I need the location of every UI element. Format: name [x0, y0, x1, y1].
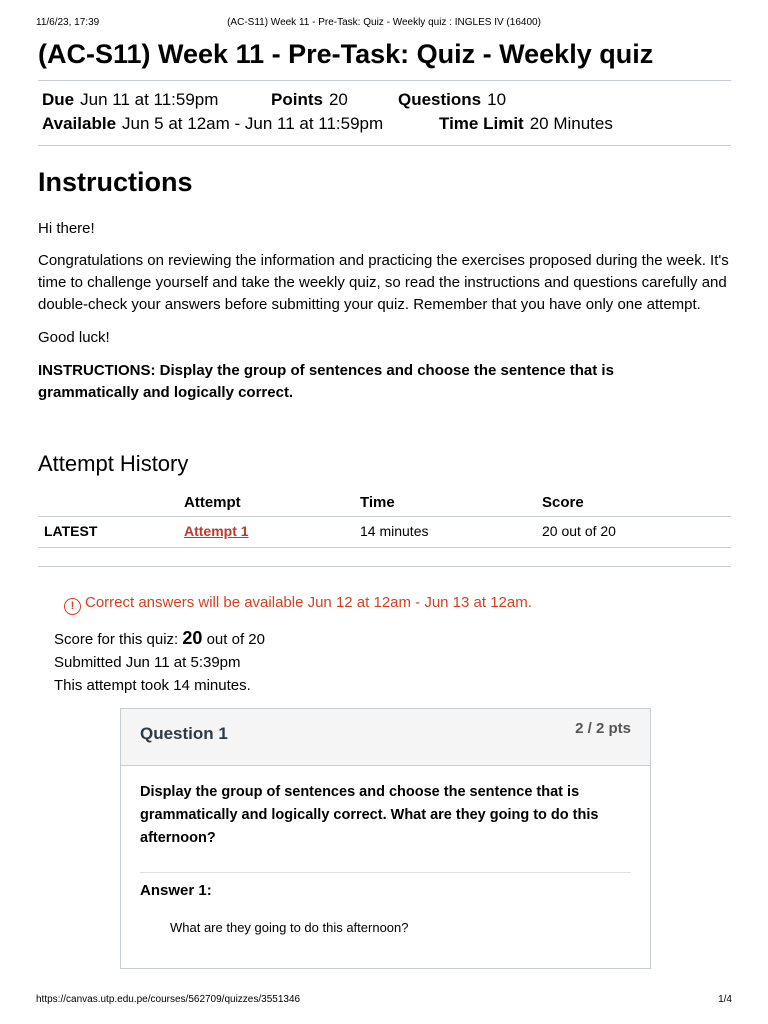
- points-value: 20: [328, 90, 348, 109]
- meta-divider: [38, 145, 731, 146]
- print-url: https://canvas.utp.edu.pe/courses/562709/quizzes/3551346: [36, 994, 301, 1005]
- questions-meta: [398, 89, 506, 111]
- question-points: 2 / 2 pts: [575, 720, 631, 737]
- due-value: Jun 11 at 11:59pm: [80, 90, 219, 109]
- instructions-greeting: Hi there!: [38, 220, 95, 237]
- due-meta: [42, 89, 218, 111]
- latest-label: LATEST: [44, 523, 98, 539]
- submitted-line: Submitted Jun 11 at 5:39pm: [54, 654, 241, 671]
- instructions-directive: INSTRUCTIONS: Display the group of sentences and choose the sentence that is grammatically and logically correct.: [38, 362, 614, 401]
- question-header: [121, 709, 650, 766]
- questions-label: Questions: [398, 90, 482, 109]
- print-header: [36, 17, 732, 31]
- score-suffix: out of 20: [206, 631, 265, 648]
- title-divider: [38, 80, 731, 81]
- col-header-time: Time: [360, 494, 395, 511]
- instructions-heading: Instructions: [38, 167, 193, 197]
- correct-answers-notice: [64, 594, 532, 615]
- attempt-history-heading: Attempt History: [38, 451, 189, 476]
- warning-icon: !: [64, 598, 81, 615]
- available-meta: [42, 113, 383, 135]
- questions-value: 10: [487, 90, 507, 109]
- due-label: Due: [42, 90, 75, 109]
- available-value: Jun 5 at 12am - Jun 11 at 11:59pm: [122, 114, 384, 133]
- available-label: Available: [42, 114, 117, 133]
- attempts-divider: [38, 566, 731, 567]
- question-card: [120, 708, 651, 969]
- question-text: Display the group of sentences and choose the sentence that is grammatically and logically correct. What are they going to do this afternoon?: [140, 784, 599, 846]
- print-page-title: (AC-S11) Week 11 - Pre-Task: Quiz - Weekly quiz : INGLES IV (16400): [227, 17, 541, 28]
- print-timestamp: 11/6/23, 17:39: [36, 17, 100, 28]
- instructions-body: Congratulations on reviewing the information and practicing the exercises proposed during the week. It's time to challenge yourself and take the weekly quiz, so read the instructions and questions carefully and double-check your answers before submitting your quiz. Remember that you have only one attempt.: [38, 252, 729, 313]
- instructions-closing: Good luck!: [38, 329, 110, 346]
- points-meta: [271, 89, 348, 111]
- print-page-number: 1/4: [718, 994, 732, 1005]
- time-limit-value: 20 Minutes: [529, 114, 613, 133]
- notice-text: Correct answers will be available Jun 12 at 12am - Jun 13 at 12am.: [85, 594, 532, 611]
- duration-line: This attempt took 14 minutes.: [54, 677, 251, 694]
- question-title: Question 1: [140, 724, 228, 743]
- attempt-history-table: [38, 488, 731, 548]
- quiz-score-line: [54, 628, 265, 649]
- attempt-1-link[interactable]: Attempt 1: [184, 523, 249, 539]
- quiz-title: (AC-S11) Week 11 - Pre-Task: Quiz - Weekly quiz: [38, 39, 654, 69]
- col-header-score: Score: [542, 494, 584, 511]
- attempt-table-header: [38, 488, 731, 517]
- attempt-time: 14 minutes: [360, 523, 429, 539]
- answer-label: Answer 1:: [140, 882, 212, 899]
- points-label: Points: [271, 90, 323, 109]
- score-prefix: Score for this quiz:: [54, 631, 179, 648]
- question-divider: [140, 872, 631, 873]
- time-limit-meta: [439, 113, 613, 135]
- attempt-score: 20 out of 20: [542, 523, 616, 539]
- col-header-attempt: Attempt: [184, 494, 241, 511]
- score-value: 20: [182, 628, 203, 648]
- time-limit-label: Time Limit: [439, 114, 524, 133]
- answer-text: What are they going to do this afternoon?: [170, 920, 409, 935]
- print-footer: [36, 994, 732, 1008]
- table-row: [38, 517, 731, 548]
